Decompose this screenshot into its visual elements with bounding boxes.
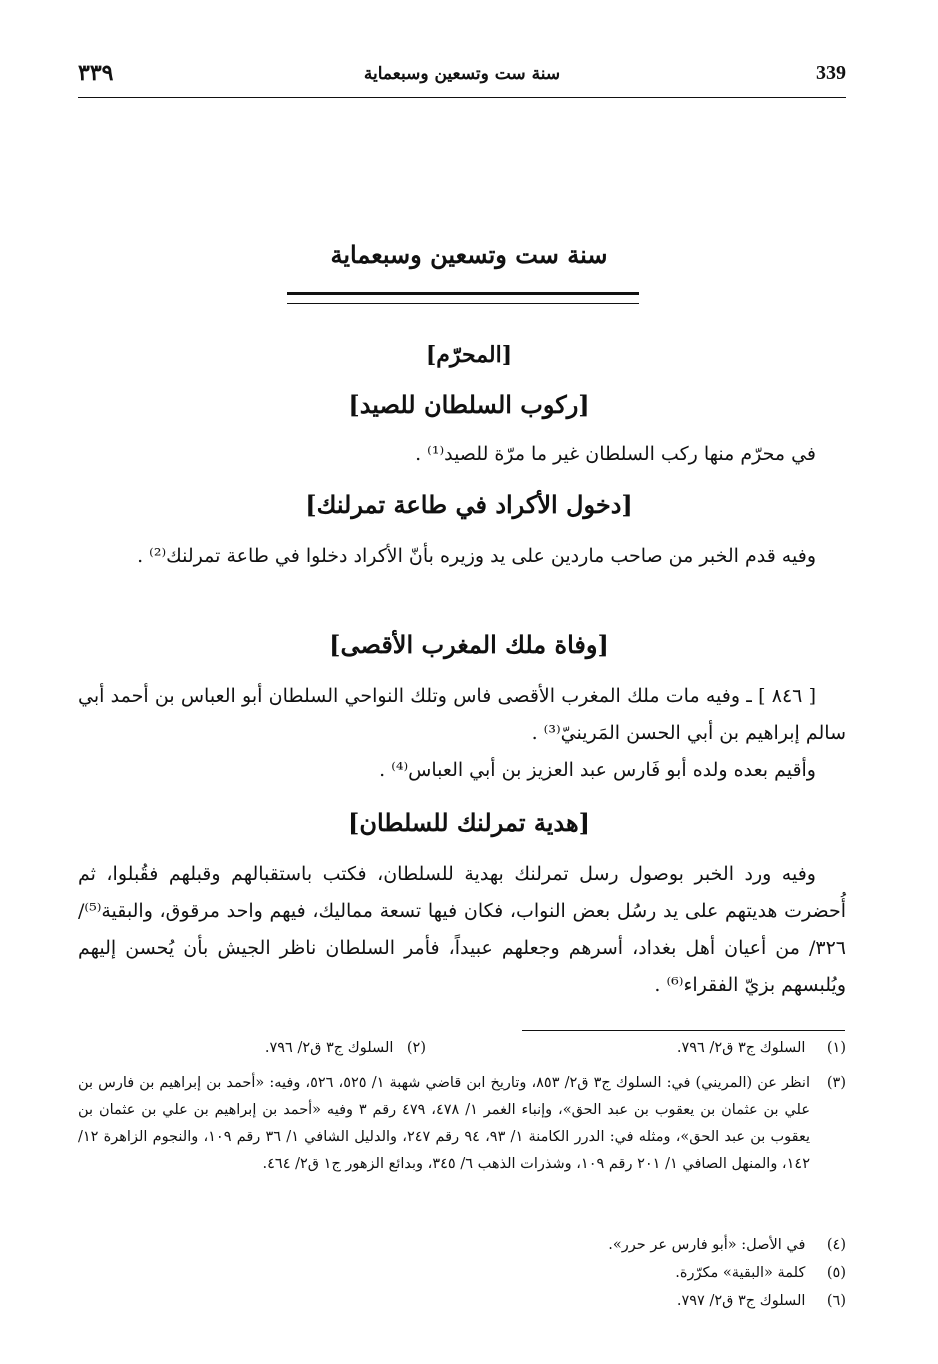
footnote-5	[78, 1260, 846, 1287]
footnotes-1-2	[78, 1040, 846, 1067]
paragraph-hunting: في محرّم منها ركب السلطان غير ما مرّة للصيد⁽¹⁾ .	[415, 443, 816, 465]
section-heading-maghrib-king: [وفاة ملك المغرب الأقصى]	[329, 630, 609, 659]
footnote-1-number: (١)	[826, 1040, 846, 1056]
chapter-title: سنة ست وتسعين وسبعماية	[330, 240, 608, 269]
paragraph-maghrib-successor: وأقيم بعده ولده أبو فَارس عبد العزيز بن أبي العباس⁽⁴⁾ .	[379, 759, 816, 781]
footnote-5-number: (٥)	[826, 1265, 846, 1281]
footnote-5-text: كلمة «البقية» مكرّرة.	[675, 1265, 806, 1281]
footnote-4-text: في الأصل: «أبو فارس عر حرر».	[608, 1237, 806, 1253]
footnote-6-number: (٦)	[826, 1293, 846, 1309]
month-heading: [المحرّم]	[425, 342, 513, 368]
footnote-1-text: السلوك ج٣ ق٢/ ٧٩٦.	[676, 1040, 806, 1056]
footnote-2-number: (٢)	[406, 1040, 426, 1056]
section-heading-hunting: [ركوب السلطان للصيد]	[348, 390, 590, 419]
paragraph-gift: وفيه ورد الخبر بوصول رسل تمرلنك بهدية للسلطان، فكتب باستقبالهم وقبلهم فقُبلوا، ثم أُحضرت هديتهم على يد رسُل بعض النواب، فكان فيها تسعة مماليك، فيهم واحد مرقوق، والبقية⁽⁵⁾/ ٣٢٦/ من أعيان أهل بغداد، أسرهم وجعلهم عبيداً، فأمر السلطان ناظر الجيش بأن يُحسن إليهم ويُلبسهم بزيّ الفقراء⁽⁶⁾ .	[78, 863, 846, 996]
footnote-4	[78, 1232, 846, 1259]
paragraph-maghrib-king-death: [ ٨٤٦ ] ـ وفيه مات ملك المغرب الأقصى فاس وتلك النواحي السلطان أبو العباس بن أحمد أبي سالم إبراهيم بن أبي الحسن المَرينيّ⁽³⁾ .	[78, 685, 846, 744]
running-header	[78, 58, 846, 98]
footnote-3-number: (٣)	[826, 1075, 846, 1091]
page-number-latin: 339	[816, 62, 846, 84]
footnote-3	[78, 1070, 846, 1178]
running-title: سنة ست وتسعين وسبعماية	[363, 64, 561, 84]
page-number-arabic: ٣٣٩	[78, 60, 114, 86]
footnote-rule	[522, 1030, 845, 1031]
footnote-1	[677, 1040, 846, 1056]
footnote-2	[265, 1040, 426, 1056]
footnote-3-text: انظر عن (المريني) في: السلوك ج٣ ق٢/ ٨٥٣، وتاريخ ابن قاضي شهبة ١/ ٥٢٥، ٥٢٦، وفيه: «أحمد بن إبراهيم بن فارس بن علي بن عثمان بن يعقوب بن عبد الحق»، وإنباء الغمر ١/ ٤٧٨، ٤٧٩ رقم ٣ وفيه «أحمد بن إبراهيم بن علي بن عثمان بن يعقوب بن عبد الحق»، ومثله في: الدرر الكامنة ١/ ٩٣، ٩٤ رقم ٢٤٧، والدليل الشافي ١/ ٣٦ رقم ١٠٩، والنجوم الزاهرة ١٢/ ١٤٢، والمنهل الصافي ١/ ٢٠١ رقم ١٠٩، وشذرات الذهب ٦/ ٣٤٥، وبدائع الزهور ج١ ق٢/ ٤٦٤.	[78, 1075, 811, 1172]
header-rule	[78, 97, 846, 98]
section-heading-gift: [هدية تمرلنك للسلطان]	[347, 808, 591, 837]
footnote-6	[78, 1288, 846, 1315]
footnote-6-text: السلوك ج٣ ق٢/ ٧٩٧.	[676, 1293, 806, 1309]
chapter-double-rule	[287, 292, 639, 304]
footnote-4-number: (٤)	[826, 1237, 846, 1253]
paragraph-kurds: وفيه قدم الخبر من صاحب ماردين على يد وزيره بأنّ الأكراد دخلوا في طاعة تمرلنك⁽²⁾ .	[137, 545, 816, 567]
section-heading-kurds: [دخول الأكراد في طاعة تمرلنك]	[305, 490, 633, 519]
footnote-2-text: السلوك ج٣ ق٢/ ٧٩٦.	[264, 1040, 394, 1056]
